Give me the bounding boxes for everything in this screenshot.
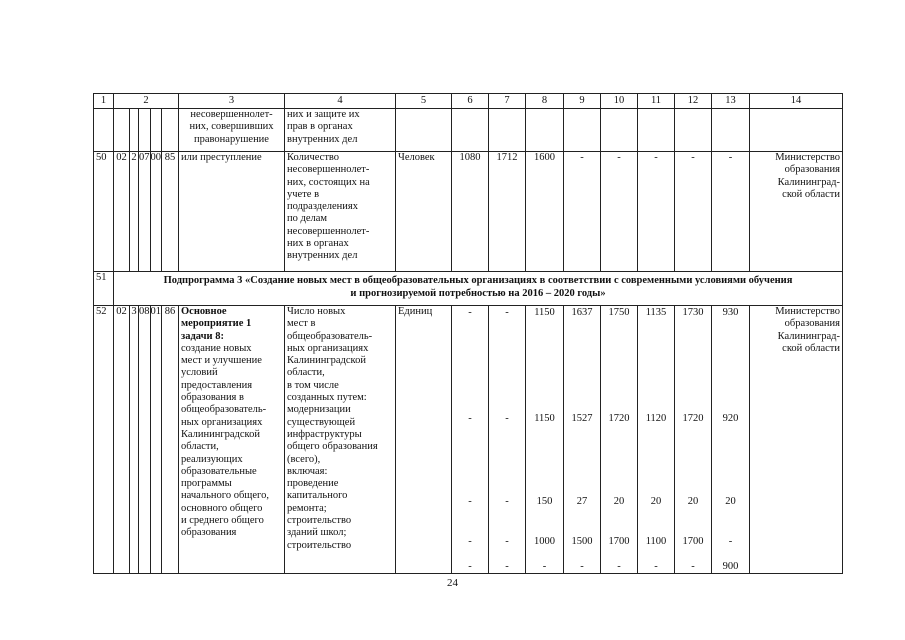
continuation-col4: них и защите их прав в органах внутренних дел <box>285 109 396 152</box>
header-row <box>94 94 843 109</box>
table-row-51 <box>94 272 843 306</box>
row-number: 50 <box>94 152 114 272</box>
header-cell: 9 <box>564 94 601 109</box>
subprogram-title: Подпрограмма 3 «Создание новых мест в общеобразовательных организациях в соответствии с современными условиями обучения и прогнозируемой потребностью на 2016 – 2020 годы» <box>114 272 843 306</box>
code-cell: 3 <box>130 306 139 574</box>
header-cell: 11 <box>638 94 675 109</box>
table-row-50 <box>94 152 843 272</box>
header-cell: 13 <box>712 94 750 109</box>
code-cell: 00 <box>150 152 162 272</box>
code-cell: 86 <box>162 306 179 574</box>
header-cell: 2 <box>114 94 179 109</box>
header-cell: 3 <box>179 94 285 109</box>
unit-cell: Человек <box>396 152 452 272</box>
value-cell: - <box>638 152 675 272</box>
value-cell: - <box>675 152 712 272</box>
continuation-row <box>94 109 843 152</box>
indicator-description: Число новых мест в общеобразователь- ных организациях Калининградской области, в том числе созданных путем: модернизации существующей инфраструктуры общего образования (всего), включая: проведение капитального ремонта; строительство зданий школ; строительство <box>285 306 396 574</box>
header-cell: 8 <box>526 94 564 109</box>
executor-cell: Министерство образования Калининград- ской области <box>750 152 843 272</box>
code-cell: 07 <box>139 152 151 272</box>
header-cell: 14 <box>750 94 843 109</box>
value-column: 930 920 20 - 900 <box>712 306 750 574</box>
program-table <box>93 93 843 574</box>
code-cell: 08 <box>139 306 151 574</box>
value-cell: 1712 <box>489 152 526 272</box>
value-column: 1750 1720 20 1700 - <box>601 306 638 574</box>
header-cell: 7 <box>489 94 526 109</box>
value-cell: - <box>712 152 750 272</box>
row-number: 52 <box>94 306 114 574</box>
code-cell: 01 <box>150 306 162 574</box>
value-cell: - <box>564 152 601 272</box>
value-column: 1135 1120 20 1100 - <box>638 306 675 574</box>
value-cell: 1080 <box>452 152 489 272</box>
code-cell: 02 <box>114 152 130 272</box>
value-cell: 1600 <box>526 152 564 272</box>
value-column: - - - - - <box>489 306 526 574</box>
row-number: 51 <box>94 272 114 306</box>
unit-cell: Единиц <box>396 306 452 574</box>
continuation-col3: несовершеннолет- них, совершивших правонарушение <box>179 109 285 152</box>
table-row-52 <box>94 306 843 574</box>
code-cell: 2 <box>130 152 139 272</box>
header-cell: 12 <box>675 94 712 109</box>
event-description: или преступление <box>179 152 285 272</box>
value-column: 1730 1720 20 1700 - <box>675 306 712 574</box>
code-cell: 02 <box>114 306 130 574</box>
header-cell: 5 <box>396 94 452 109</box>
header-cell: 4 <box>285 94 396 109</box>
value-column: 1150 1150 150 1000 - <box>526 306 564 574</box>
executor-cell: Министерство образования Калининград- ской области <box>750 306 843 574</box>
value-column: - - - - - <box>452 306 489 574</box>
header-cell: 10 <box>601 94 638 109</box>
value-cell: - <box>601 152 638 272</box>
indicator-description: Количество несовершеннолет- них, состоящих на учете в подразделениях по делам несовершеннолет- них в органах внутренних дел <box>285 152 396 272</box>
header-cell: 1 <box>94 94 114 109</box>
event-description: Основное мероприятие 1 задачи 8: создание новых мест и улучшение условий предоставления образования в общеобразователь- ных организациях Калининградской области, реализующих образовательные программы начального общего, основного общего и среднего общего образования <box>179 306 285 574</box>
code-cell: 85 <box>162 152 179 272</box>
value-column: 1637 1527 27 1500 - <box>564 306 601 574</box>
header-cell: 6 <box>452 94 489 109</box>
page-number: 24 <box>447 577 458 589</box>
